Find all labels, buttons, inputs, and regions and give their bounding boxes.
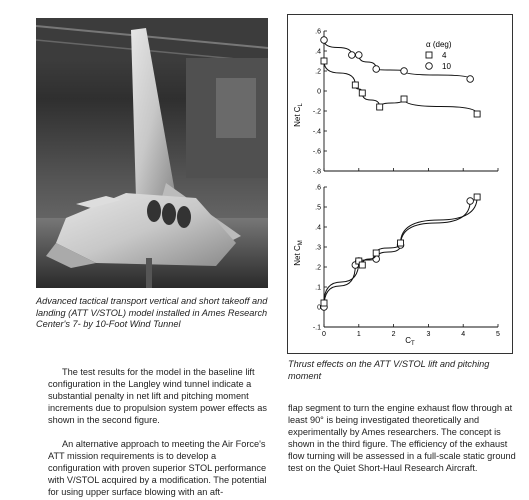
y-tick-label: .4 <box>315 224 321 232</box>
y-tick-label: .3 <box>315 244 321 252</box>
y-tick-label: -.2 <box>312 108 321 116</box>
body-column-right <box>288 402 520 486</box>
y-tick-label: .5 <box>315 204 321 212</box>
square-data-point <box>359 90 365 96</box>
y-tick-label: .2 <box>315 68 321 76</box>
square-data-point <box>373 250 379 256</box>
y-tick-label: 0 <box>317 304 321 312</box>
y-tick-label: .6 <box>315 28 321 36</box>
square-data-point <box>398 240 404 246</box>
square-data-point <box>377 104 383 110</box>
svg-text:Net CL: Net $C_L$ <box>293 103 304 127</box>
square-data-point <box>474 111 480 117</box>
svg-text:CT: $C_T$ <box>405 336 415 347</box>
paragraph-1: The test results for the model in the baseline lift configuration in the Langley wind tunnel indicate a substantial penalty in net lift and pitching moment increments due to propulsion system power effects as shown in the second figure. <box>48 367 267 425</box>
square-data-point <box>359 262 365 268</box>
circle-data-point <box>467 76 474 83</box>
y-tick-label: .6 <box>315 184 321 192</box>
x-tick-label: 1 <box>356 331 361 338</box>
y-tick-label: 0 <box>317 88 321 96</box>
legend-title: α (deg) <box>426 40 452 49</box>
chart-caption: Thrust effects on the ATT V/STOL lift and pitching moment <box>288 359 490 381</box>
y-tick-label: -.1 <box>312 324 321 332</box>
circle-data-point <box>401 68 408 75</box>
thrust-effects-chart <box>287 14 513 354</box>
legend-circle-marker <box>426 63 433 70</box>
paragraph-3: flap segment to turn the engine exhaust flow through at least 90° is being investigated theoretically and experimentally by Ames researchers. The concept is shown in the third figure. The efficiency of the exhaust flow turning will be assessed in a full-scale static ground test on the Quiet Short-Haul Research Aircraft. <box>288 403 516 473</box>
photo-caption: Advanced tactical transport vertical and short takeoff and landing (ATT V/STOL) model installed in Ames Research Center's 7- by 10-Foot Wind Tunnel <box>36 296 268 330</box>
x-tick-label: 3 <box>426 331 431 338</box>
x-axis-label <box>405 336 415 347</box>
square-data-point <box>401 96 407 102</box>
series-line-4 <box>324 61 477 114</box>
paragraph-2: An alternative approach to meeting the Air Force's ATT mission requirements is to develop a configuration with proven superior STOL performance with V/STOL acquired by a modification. The potential for using upper surface blowing with an aft- <box>48 439 267 497</box>
series-line-4 <box>324 197 477 303</box>
circle-data-point <box>373 66 380 73</box>
circle-data-point <box>321 37 328 44</box>
legend-label-4: 4 <box>442 51 447 60</box>
svg-text:Net CM: Net $C_M$ <box>293 240 304 266</box>
wind-tunnel-photo <box>36 18 268 288</box>
circle-data-point <box>467 198 474 205</box>
chart-canvas <box>288 15 514 355</box>
legend <box>426 40 452 71</box>
x-tick-label: 5 <box>496 331 500 338</box>
body-column-left <box>48 366 270 500</box>
x-tick-label: 2 <box>391 331 396 338</box>
y-tick-label: -.4 <box>312 128 321 136</box>
x-tick-label: 4 <box>461 331 466 338</box>
square-data-point <box>321 300 327 306</box>
square-data-point <box>474 194 480 200</box>
square-data-point <box>352 82 358 88</box>
circle-data-point <box>373 256 380 263</box>
y-tick-label: .1 <box>315 284 321 292</box>
y-tick-label: .4 <box>315 48 321 56</box>
top-ylabel <box>293 102 304 126</box>
series-line-10 <box>324 201 470 307</box>
y-tick-label: -.8 <box>312 168 321 176</box>
circle-data-point <box>356 52 363 59</box>
legend-square-marker <box>426 52 432 58</box>
circle-data-point <box>349 52 356 59</box>
y-tick-label: -.6 <box>312 148 321 156</box>
bottom-ylabel <box>293 240 304 265</box>
legend-label-10: 10 <box>442 62 451 71</box>
square-data-point <box>321 58 327 64</box>
aircraft-model-illustration <box>36 18 268 288</box>
y-tick-label: .2 <box>315 264 321 272</box>
x-tick-label: 0 <box>322 331 326 338</box>
